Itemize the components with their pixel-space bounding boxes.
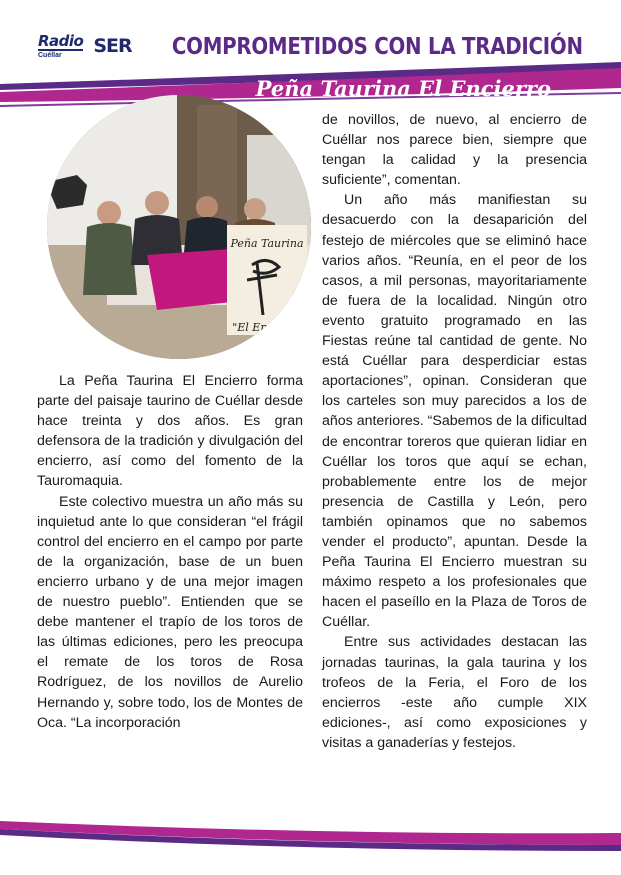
bull-statue [51,175,87,209]
paragraph: La Peña Taurina El Encierro forma parte del paisaje taurino de Cuéllar desde hace treinta y dos años. Es gran defensora de la tradición y divulgación del encierro, así como del fomento de la Tauromaquia. [37,373,303,490]
photo-illustration [47,95,311,359]
page-title: COMPROMETIDOS CON LA TRADICIÓN [172,34,583,60]
paragraph: Un año más manifiestan su desacuerdo con la desaparición del festejo de miércoles que se eliminó hace varios años. “Reunía, en el peor de los casos, a mil personas, mayoritariamente de fuera de la localidad. Ningún otro evento gratuito programado en las Fiestas reúne tal cantidad de gente. No está Cuéllar para desperdiciar estas aportaciones”, opinan. Consideran que los carteles son muy parecidos a los de años anteriores. “Sabemos de la dificultad de encontrar toreros que quieran lidiar en Cuéllar los toros que aquí se echan, probablemente entre los de mejor presencia de Castilla y León, pero también opinamos que no sabemos vender el producto”, apuntan. Desde la Peña Taurina El Encierro muestran su máximo respeto a los profesionales que hacen el paseíllo en la Plaza de Toros de Cuéllar. [322,192,587,631]
article-column-left [37,371,303,733]
paragraph-continued: de novillos, de nuevo, al encierro de Cuéllar nos parece bien, siempre que tengan la calidad y la presencia suficiente”, comentan. [322,112,587,189]
radio-cuellar-logo [38,34,83,59]
radio-logo-subtext: Cuéllar [38,52,62,59]
page-subtitle: Peña Taurina El Encierro [255,76,551,101]
article-column-right [322,110,587,753]
radio-logo-text: Radio [38,32,84,50]
header-logos [38,34,132,59]
ser-logo: SER [93,35,132,57]
paragraph: Este colectivo muestra un año más su inquietud ante lo que consideran “el frágil control del encierro en el campo por parte de la organización, base de un buen encierro urbano y de una mejor imagen de nuestro pueblo”. Entienden que se debe mantener el trapío de los toros de las últimas ediciones, pero les preocupa el remate de los toros de Rosa Rodríguez, de los novillos de Aurelio Hernando y, sobre todo, los de Montes de Oca. “La incorporación [37,493,303,731]
banner-text-3: Cuéllar [252,338,290,348]
footer-band [0,815,621,855]
banner-text-1: Peña Taurina [230,237,304,250]
paragraph: Entre sus actividades destacan las jornadas taurinas, la gala taurina y los trofeos de la Feria, el Foro de los encierros -este año cumple XIX ediciones-, así como exposiciones y visitas a ganaderías y festejos. [322,634,587,751]
article-photo [47,95,311,359]
banner-text-2: "El Encierro" [232,321,306,334]
